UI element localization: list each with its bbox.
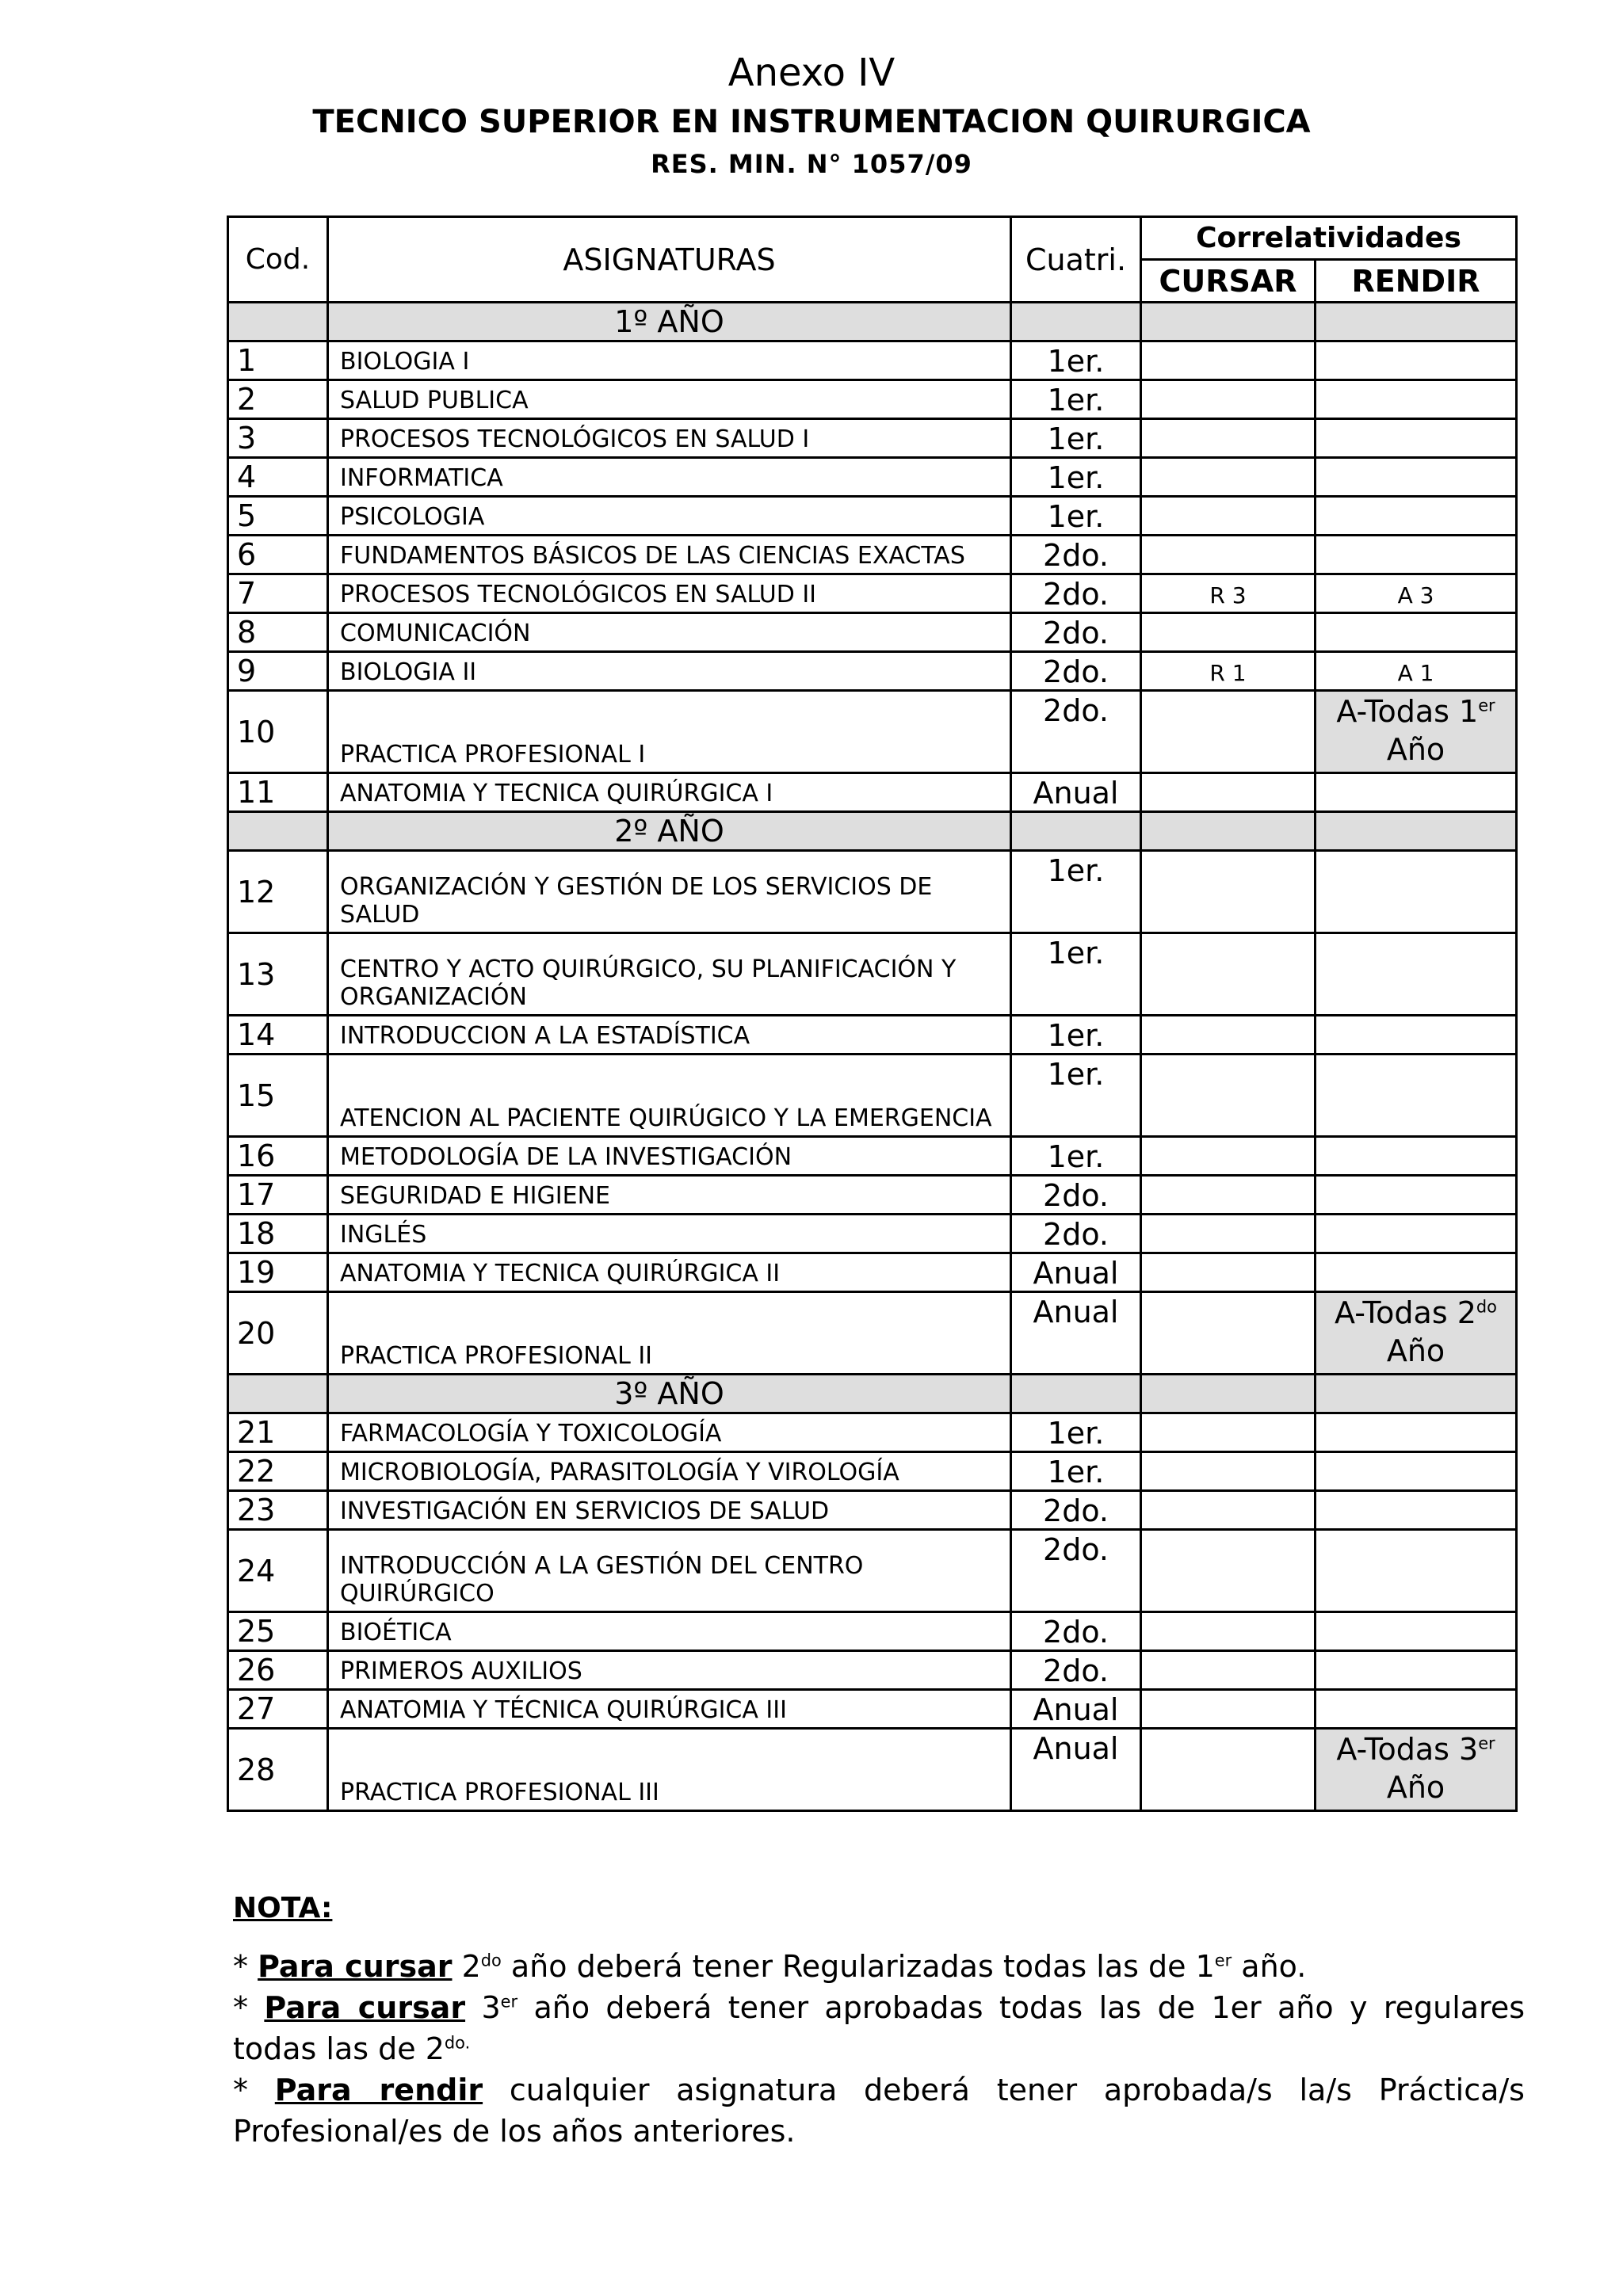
cod-cell: 16 [228,1137,328,1176]
asignatura-cell: FARMACOLOGÍA Y TOXICOLOGÍA [328,1413,1011,1452]
year-cell-blank [1316,812,1517,851]
year-cell-blank [1316,303,1517,341]
table-row [228,691,1517,773]
asignatura-cell: PRIMEROS AUXILIOS [328,1651,1011,1690]
cuatri-cell: 1er. [1011,1016,1141,1055]
asignatura-cell: ANATOMIA Y TÉCNICA QUIRÚRGICA III [328,1690,1011,1729]
cursar-cell [1141,458,1316,497]
rendir-cell [1316,341,1517,380]
table-row [228,1292,1517,1375]
note-superscript: do. [444,2033,471,2053]
cursar-cell [1141,1055,1316,1137]
year-row [228,1375,1517,1413]
table-row [228,652,1517,691]
note-superscript: er [1214,1951,1232,1970]
table-row [228,497,1517,536]
cursar-cell [1141,851,1316,933]
asignatura-cell: PSICOLOGIA [328,497,1011,536]
cuatri-cell: 1er. [1011,341,1141,380]
cod-cell: 14 [228,1016,328,1055]
note-keyword: Para cursar [258,1949,453,1984]
asignatura-cell: INFORMATICA [328,458,1011,497]
resolution-number: RES. MIN. N° 1057/09 [651,149,972,179]
asignatura-cell: PRACTICA PROFESIONAL I [328,691,1011,773]
rendir-cell [1316,1137,1517,1176]
cod-cell: 11 [228,773,328,812]
asignatura-cell: FUNDAMENTOS BÁSICOS DE LAS CIENCIAS EXACTAS [328,536,1011,574]
cod-cell: 4 [228,458,328,497]
cursar-cell [1141,497,1316,536]
rendir-cell [1316,851,1517,933]
cuatri-cell: Anual [1011,1690,1141,1729]
cuatri-cell: Anual [1011,773,1141,812]
cod-cell: 27 [228,1690,328,1729]
table-row [228,1413,1517,1452]
rendir-cell: A-Todas 1er Año [1316,691,1517,773]
cursar-cell [1141,613,1316,652]
cod-cell: 25 [228,1612,328,1651]
table-row [228,1452,1517,1491]
cuatri-cell: 1er. [1011,933,1141,1016]
cursar-cell: R 3 [1141,574,1316,613]
asignatura-cell: SEGURIDAD E HIGIENE [328,1176,1011,1215]
asignatura-cell: INTRODUCCIÓN A LA GESTIÓN DEL CENTRO QUIRÚRGICO [328,1530,1011,1612]
cod-cell: 10 [228,691,328,773]
asignatura-cell: PRACTICA PROFESIONAL III [328,1729,1011,1811]
asignatura-cell: CENTRO Y ACTO QUIRÚRGICO, SU PLANIFICACIÓN Y ORGANIZACIÓN [328,933,1011,1016]
table-row [228,851,1517,933]
asignatura-cell: BIOLOGIA I [328,341,1011,380]
cursar-cell [1141,1253,1316,1292]
year-cell-blank [1011,1375,1141,1413]
table-row [228,773,1517,812]
asignatura-cell: PRACTICA PROFESIONAL II [328,1292,1011,1375]
cuatri-cell: 2do. [1011,1491,1141,1530]
cursar-cell [1141,1413,1316,1452]
rendir-cell [1316,1215,1517,1253]
document-title: Anexo IV [727,51,896,95]
note-superscript: er [500,1992,518,2012]
year-label: 2º AÑO [328,812,1011,851]
year-label: 3º AÑO [328,1375,1011,1413]
cod-cell: 26 [228,1651,328,1690]
rendir-cell [1316,1612,1517,1651]
note-keyword: Para cursar [264,1990,466,2025]
asignatura-cell: ANATOMIA Y TECNICA QUIRÚRGICA II [328,1253,1011,1292]
rendir-superscript: do [1476,1296,1497,1316]
cuatri-cell: 1er. [1011,419,1141,458]
cuatri-cell: 2do. [1011,613,1141,652]
cuatri-cell: 2do. [1011,652,1141,691]
asignatura-cell: ORGANIZACIÓN Y GESTIÓN DE LOS SERVICIOS DE SALUD [328,851,1011,933]
notes-section [233,1946,1525,2152]
cuatri-cell: 1er. [1011,458,1141,497]
cod-cell: 22 [228,1452,328,1491]
table-row [228,1729,1517,1811]
rendir-cell [1316,613,1517,652]
asignatura-cell: COMUNICACIÓN [328,613,1011,652]
table-row [228,341,1517,380]
rendir-cell [1316,497,1517,536]
table-row [228,1176,1517,1215]
header-cuatri: Cuatri. [1011,217,1141,303]
year-row [228,812,1517,851]
cuatri-cell: 1er. [1011,1137,1141,1176]
rendir-cell [1316,1253,1517,1292]
table-row [228,1530,1517,1612]
rendir-cell [1316,1690,1517,1729]
rendir-cell [1316,1651,1517,1690]
table-row [228,1491,1517,1530]
cod-cell: 6 [228,536,328,574]
table-row [228,380,1517,419]
cursar-cell [1141,1215,1316,1253]
cursar-cell [1141,1690,1316,1729]
rendir-cell [1316,1413,1517,1452]
cuatri-cell: 2do. [1011,1651,1141,1690]
asignatura-cell: MICROBIOLOGÍA, PARASITOLOGÍA Y VIROLOGÍA [328,1452,1011,1491]
rendir-superscript: er [1478,695,1495,715]
note-item: * Para cursar $2^{do}$ año deberá tener Regularizadas todas las de 1er año. [233,1949,1307,1984]
rendir-cell [1316,419,1517,458]
cuatri-cell: 1er. [1011,1413,1141,1452]
asignatura-cell: BIOÉTICA [328,1612,1011,1651]
rendir-cell: A-Todas 3er Año [1316,1729,1517,1811]
table-row [228,419,1517,458]
cursar-cell [1141,1176,1316,1215]
rendir-superscript: er [1478,1733,1495,1753]
rendir-cell [1316,458,1517,497]
year-cell-blank [1141,303,1316,341]
table-row [228,1215,1517,1253]
cod-cell: 24 [228,1530,328,1612]
cuatri-cell: 2do. [1011,1530,1141,1612]
cuatri-cell: Anual [1011,1292,1141,1375]
cod-cell: 1 [228,341,328,380]
table-row [228,1253,1517,1292]
note-keyword: Para rendir [274,2073,483,2107]
cursar-cell [1141,773,1316,812]
header-cursar: CURSAR [1141,260,1316,303]
asignatura-cell: METODOLOGÍA DE LA INVESTIGACIÓN [328,1137,1011,1176]
note-item: * Para rendir cualquier asignatura deberá tener aprobada/s la/s Práctica/s Profesional/es de los años anteriores. [233,2073,1525,2149]
year-label: 1º AÑO [328,303,1011,341]
cod-cell: 8 [228,613,328,652]
cuatri-cell: 2do. [1011,1612,1141,1651]
note-item: * Para cursar 3er año deberá tener aprobadas todas las de 1er año y regulares todas las de $2^{do.}$ [233,1990,1526,2066]
table-row [228,1055,1517,1137]
cursar-cell [1141,1729,1316,1811]
cursar-cell [1141,419,1316,458]
cod-cell: 21 [228,1413,328,1452]
cuatri-cell: 2do. [1011,1215,1141,1253]
table-row [228,458,1517,497]
cuatri-cell: 1er. [1011,851,1141,933]
cursar-cell [1141,933,1316,1016]
asignatura-cell: SALUD PUBLICA [328,380,1011,419]
cursar-cell [1141,341,1316,380]
asignatura-cell: PROCESOS TECNOLÓGICOS EN SALUD II [328,574,1011,613]
cuatri-cell: 2do. [1011,574,1141,613]
table-row [228,1137,1517,1176]
cuatri-cell: Anual [1011,1253,1141,1292]
cod-cell: 12 [228,851,328,933]
year-cell-blank [1141,812,1316,851]
cuatri-cell: 2do. [1011,536,1141,574]
header-correlatividades: Correlatividades [1141,217,1517,260]
cuatri-cell: 1er. [1011,380,1141,419]
asignatura-cell: INVESTIGACIÓN EN SERVICIOS DE SALUD [328,1491,1011,1530]
cursar-cell [1141,1612,1316,1651]
year-cell-blank [228,303,328,341]
cursar-cell: R 1 [1141,652,1316,691]
cursar-cell [1141,1137,1316,1176]
curriculum-table [227,215,1518,1812]
asignatura-cell: INGLÉS [328,1215,1011,1253]
rendir-cell [1316,773,1517,812]
table-row [228,536,1517,574]
year-cell-blank [1011,303,1141,341]
table-row [228,1612,1517,1651]
cuatri-cell: 2do. [1011,691,1141,773]
header-asignaturas: ASIGNATURAS [328,217,1011,303]
cod-cell: 28 [228,1729,328,1811]
rendir-cell [1316,1055,1517,1137]
cod-cell: 13 [228,933,328,1016]
cod-cell: 7 [228,574,328,613]
rendir-cell [1316,1452,1517,1491]
cuatri-cell: 1er. [1011,497,1141,536]
rendir-cell [1316,1176,1517,1215]
rendir-cell: A-Todas $2^{do}$ Año [1316,1292,1517,1375]
header-rendir: RENDIR [1316,260,1517,303]
cod-cell: 3 [228,419,328,458]
rendir-cell [1316,380,1517,419]
year-cell-blank [228,1375,328,1413]
rendir-cell [1316,1016,1517,1055]
table-row [228,933,1517,1016]
rendir-cell [1316,1491,1517,1530]
cursar-cell [1141,536,1316,574]
asignatura-cell: BIOLOGIA II [328,652,1011,691]
cod-cell: 17 [228,1176,328,1215]
note-superscript: do [480,1951,502,1970]
cod-cell: 5 [228,497,328,536]
cod-cell: 9 [228,652,328,691]
asignatura-cell: ATENCION AL PACIENTE QUIRÚGICO Y LA EMERGENCIA [328,1055,1011,1137]
asignatura-cell: ANATOMIA Y TECNICA QUIRÚRGICA I [328,773,1011,812]
cursar-cell [1141,1651,1316,1690]
year-cell-blank [1011,812,1141,851]
cursar-cell [1141,380,1316,419]
rendir-cell: A 1 [1316,652,1517,691]
cursar-cell [1141,1530,1316,1612]
table-row [228,574,1517,613]
year-cell-blank [1141,1375,1316,1413]
cod-cell: 23 [228,1491,328,1530]
table-row [228,1690,1517,1729]
nota-heading: NOTA: [233,1892,333,1924]
cod-cell: 18 [228,1215,328,1253]
cuatri-cell: 1er. [1011,1452,1141,1491]
table-row [228,1651,1517,1690]
cod-cell: 15 [228,1055,328,1137]
table-row [228,1016,1517,1055]
cursar-cell [1141,1016,1316,1055]
rendir-cell [1316,536,1517,574]
cod-cell: 20 [228,1292,328,1375]
year-row [228,303,1517,341]
rendir-cell [1316,933,1517,1016]
cuatri-cell: 2do. [1011,1176,1141,1215]
rendir-cell: A 3 [1316,574,1517,613]
asignatura-cell: PROCESOS TECNOLÓGICOS EN SALUD I [328,419,1011,458]
cursar-cell [1141,1491,1316,1530]
rendir-cell [1316,1530,1517,1612]
cursar-cell [1141,691,1316,773]
cod-cell: 19 [228,1253,328,1292]
asignatura-cell: INTRODUCCION A LA ESTADÍSTICA [328,1016,1011,1055]
header-cod: Cod. [228,217,328,303]
cuatri-cell: 1er. [1011,1055,1141,1137]
cod-cell: 2 [228,380,328,419]
cursar-cell [1141,1452,1316,1491]
year-cell-blank [1316,1375,1517,1413]
year-cell-blank [228,812,328,851]
table-row [228,613,1517,652]
cursar-cell [1141,1292,1316,1375]
document-subtitle: TECNICO SUPERIOR EN INSTRUMENTACION QUIRURGICA [312,104,1311,140]
cuatri-cell: Anual [1011,1729,1141,1811]
